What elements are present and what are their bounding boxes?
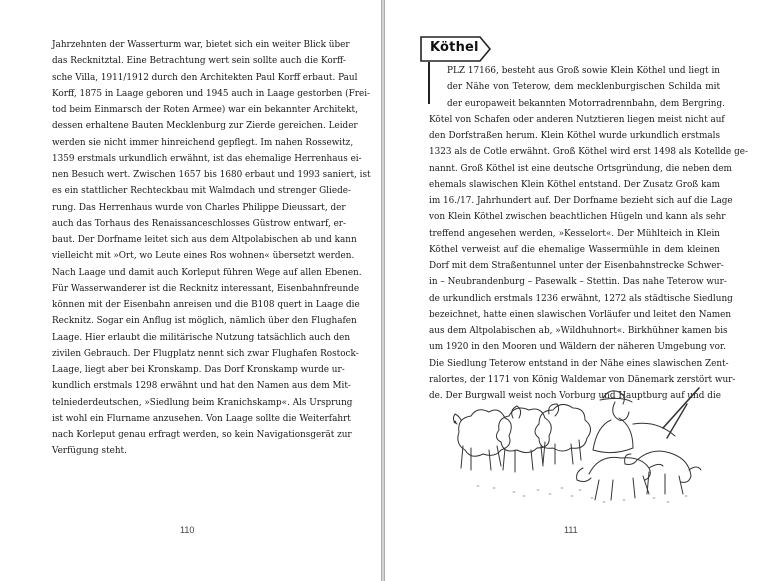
text-line: nach Korleput genau erfragt werden, so kein Navigationsgerät zur [52,430,352,440]
text-line: treffend angesehen werden, »Kesselort«. Der Mühlteich in Klein [429,228,720,239]
left-page [0,0,381,581]
text-line: tod beim Einmarsch der Roten Armee) war ein bekannter Architekt, [52,105,358,115]
right-body-text [429,63,748,404]
text-line: Dorf mit dem Straßentunnel unter der Eisenbahnstrecke Schwer- [429,261,724,271]
text-line: in – Neubrandenburg – Pasewalk – Stettin. Das nahe Teterow wur- [429,277,727,288]
text-line: Laage, liegt aber bei Kronskamp. Das Dorf Kronskamp wurde ur- [52,365,345,375]
text-line: Köthel verweist auf die ehemalige Wassermühle in dem kleinen [429,244,720,255]
text-line: das Recknitztal. Eine Betrachtung wert sein sollte auch die Korff- [52,56,346,67]
dog-2 [625,451,701,494]
text-line: es ein stattlicher Rechteckbau mit Walmdach und strenger Gliede- [52,186,351,197]
text-line: werden sie nicht immer hinreichend gepflegt. Im nahen Rossewitz, [52,137,354,148]
text-line: Jahrzehnten der Wasserturm war, bietet sich ein weiter Blick über [52,40,350,50]
page-number: 111 [564,525,578,535]
shepherd-figure [593,388,699,453]
text-line: der Nähe von Teterow, dem mecklenburgischen Schilda mit [447,82,720,93]
text-line: de. Der Burgwall weist noch Vorburg und Hauptburg auf und die [429,391,721,401]
text-line: rung. Das Herrenhaus wurde von Charles Philippe Dieussart, der [52,202,346,213]
text-line: nannt. Groß Köthel ist eine deutsche Ortsgründung, die neben dem [429,163,732,174]
text-line: ehemals slawischen Klein Köthel entstand. Der Zusatz Groß kam [429,179,721,190]
text-line: Kötel von Schafen oder anderen Nutztieren liegen meist nicht auf [429,114,725,125]
text-line: vielleicht mit »Ort, wo Leute eines Ros wohnen« übersetzt werden. [52,251,355,262]
ground-stipple [477,486,687,502]
text-line: sche Villa, 1911/1912 durch den Architekten Paul Korff erbaut. Paul [52,72,358,83]
text-line: ist wohl ein Flurname anzusehen. Von Laage sollte die Weiterfahrt [52,413,351,424]
text-line: Verfügung steht. [52,446,127,457]
sheep-3 [535,404,591,464]
text-line: um 1920 in den Mooren und Wäldern der näheren Umgebung vor. [429,342,726,353]
text-line: dessen erhaltene Bauten Mecklenburg zur Zierde gereichen. Leider [52,121,358,132]
text-line: de urkundlich erstmals 1236 erwähnt, 1272 als städtische Siedlung [429,293,733,304]
text-line: nen Besuch wert. Zwischen 1657 bis 1680 erbaut und 1993 saniert, ist [52,170,371,180]
left-body-text [52,37,371,460]
text-line: Die Siedlung Teterow entstand in der Nähe eines slawischen Zent- [429,358,729,369]
text-line: können mit der Eisenbahn anreisen und die B108 quert in Laage die [52,300,360,310]
text-line: zivilen Gebrauch. Der Flugplatz nennt sich zwar Flughafen Rostock- [52,348,359,359]
section-heading [420,36,490,62]
text-line: 1323 als de Cotle erwähnt. Groß Köthel wird erst 1498 als Kotellde ge- [429,147,748,158]
text-line: baut. Der Dorfname leitet sich aus dem Altpolabischen ab und kann [52,235,357,245]
text-line: Laage. Hier erlaubt die militärische Nutzung tatsächlich auch den [52,332,351,343]
text-line: im 16./17. Jahrhundert auf. Der Dorfname bezieht sich auf die Lage [429,196,733,206]
text-line: Korff, 1875 in Laage geboren und 1945 auch in Laage gestorben (Frei- [52,88,371,99]
text-line: kundlich erstmals 1298 erwähnt und hat den Namen aus dem Mit- [52,381,351,392]
text-line: auch das Torhaus des Renaissanceschlosses Güstrow entwarf, er- [52,218,347,229]
text-line: Für Wasserwanderer ist die Recknitz interessant, Eisenbahnfreunde [52,283,360,294]
illustration-shepherd-sheep-dogs [453,384,703,510]
text-line: telniederdeutschen, »Siedlung beim Kranichskamp«. Als Ursprung [52,397,353,408]
text-line: aus dem Altpolabischen ab, »Wildhuhnort«. Birkhühner kamen bis [429,326,728,336]
text-line: von Klein Köthel zwischen beachtlichen Hügeln und kann als sehr [429,212,726,223]
text-line: bezeichnet, hatte einen slawischen Vorläufer und leitet den Namen [429,309,732,320]
text-line: der europaweit bekannten Motorradrennbahn, dem Bergring. [447,98,725,109]
text-line: ralortes, der 1171 von König Waldemar von Dänemark zerstört wur- [429,374,736,385]
text-line: Recknitz. Sogar ein Anflug ist möglich, nämlich über den Flughafen [52,316,357,327]
heading-title: Köthel [430,40,479,55]
page-number: 110 [180,525,195,535]
dog-1 [577,457,663,500]
text-line: 1359 erstmals urkundlich erwähnt, ist das ehemalige Herrenhaus ei- [52,153,362,164]
text-line: den Dorfstraßen herum. Klein Köthel wurde urkundlich erstmals [429,131,720,141]
text-line: Nach Laage und damit auch Korleput führen Wege auf allen Ebenen. [52,267,362,278]
text-line: PLZ 17166, besteht aus Groß sowie Klein Köthel und liegt in [447,66,720,76]
